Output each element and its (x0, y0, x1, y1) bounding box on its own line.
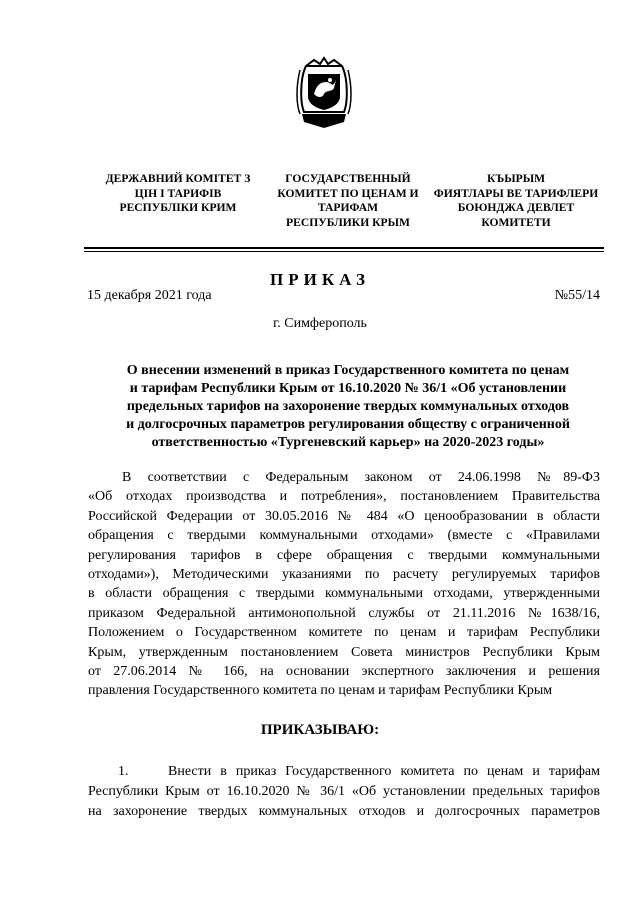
item-line: на захоронение твердых коммунальных отходов и долгосрочных параметров (88, 804, 600, 819)
org-ct-line-2: ФИЯТЛАРЫ ВЕ ТАРИФЛЕРИ (433, 186, 599, 200)
org-name-russian (268, 172, 428, 230)
subject-line: и долгосрочных параметров регулирования обществу с ограниченной (126, 417, 570, 432)
subject-line: и тарифам Республики Крым от 16.10.2020 № 36/1 «Об установлении (129, 381, 567, 396)
preamble-line: «Об отходах производства и потребления», постановлением Правительства (88, 489, 600, 505)
org-ru-line-2: КОМИТЕТ ПО ЦЕНАМ И (277, 186, 419, 200)
preamble-line: В соответствии с Федеральным законом от 24.06.1998 №89-ФЗ (122, 470, 600, 485)
coat-of-arms-icon (296, 56, 352, 132)
org-ct-line-4: КОМИТЕТИ (481, 215, 551, 229)
preamble-line: правления Государственного комитета по ценам и тарифам Республики Крым (88, 683, 553, 699)
header-divider-thin (84, 251, 604, 252)
preamble-line: в области обращения с твердыми коммунальными отходами, утвержденными (88, 586, 600, 602)
org-ru-line-1: ГОСУДАРСТВЕННЫЙ (285, 172, 411, 185)
preamble-line: обращения с твердыми коммунальными отходами» (вместе с «Правилами (88, 528, 600, 544)
order-heading: ПРИКАЗЫВАЮ: (260, 722, 380, 738)
item-line-first (88, 762, 600, 782)
preamble-line: от 27.06.2014 № 166, на основании экспертного заключения и решения (88, 663, 600, 679)
org-ct-line-1: КЪЫРЫМ (486, 172, 546, 185)
header-divider (84, 247, 604, 249)
org-name-ukrainian (98, 172, 258, 216)
item-line: Республики Крым от 16.10.2020 № 36/1 «Об установлении предельных тарифов (88, 784, 600, 799)
org-ct-line-3: БОЮНДЖА ДЕВЛЕТ (457, 201, 575, 214)
org-ua-line-1: ДЕРЖАВНИЙ КОМІТЕТ З (105, 172, 251, 185)
document-number: №55/14 (554, 288, 600, 303)
subject-line: О внесении изменений в приказ Государственного комитета по ценам (126, 363, 570, 378)
subject-line: ответственностью «Тургеневский карьер» на 2020-2023 годы» (151, 435, 545, 450)
org-ru-line-3: ТАРИФАМ (317, 201, 379, 214)
order-item-1 (88, 762, 600, 822)
document-date: 15 декабря 2021 года (87, 288, 212, 303)
preamble-line: приказом Федеральной антимонопольной службы от 21.11.2016 №1638/16, (88, 605, 600, 621)
org-ru-line-4: РЕСПУБЛИКИ КРЫМ (286, 215, 410, 229)
subject-line: предельных тарифов на захоронение твердых коммунальных отходов (126, 399, 570, 414)
document-title: ПРИКАЗ (270, 270, 370, 289)
preamble-line: регулирования тарифов в сфере обращения с твердыми коммунальными (88, 547, 600, 563)
preamble-line: Российской Федерации от 30.05.2016 № 484 «О ценообразовании в области (88, 508, 600, 524)
preamble-line: Крым, утвержденным постановлением Совета министров Республики Крым (88, 644, 600, 660)
preamble-line: отходами»), Методическими указаниями по расчету регулируемых тарифов (88, 566, 600, 582)
org-name-crimean-tatar (418, 172, 614, 230)
document-city: г. Симферополь (273, 316, 367, 331)
org-ua-line-2: ЦІН І ТАРИФІВ (134, 186, 222, 200)
document-subject (88, 362, 608, 452)
preamble-paragraph (88, 468, 600, 701)
preamble-line: Положением о Государственном комитете по ценам и тарифам Республики (88, 625, 600, 641)
org-ua-line-3: РЕСПУБЛІКИ КРИМ (119, 201, 237, 214)
item-line-text: Внести в приказ Государственного комитета по ценам и тарифам (168, 764, 600, 779)
item-number: 1. (118, 764, 129, 779)
